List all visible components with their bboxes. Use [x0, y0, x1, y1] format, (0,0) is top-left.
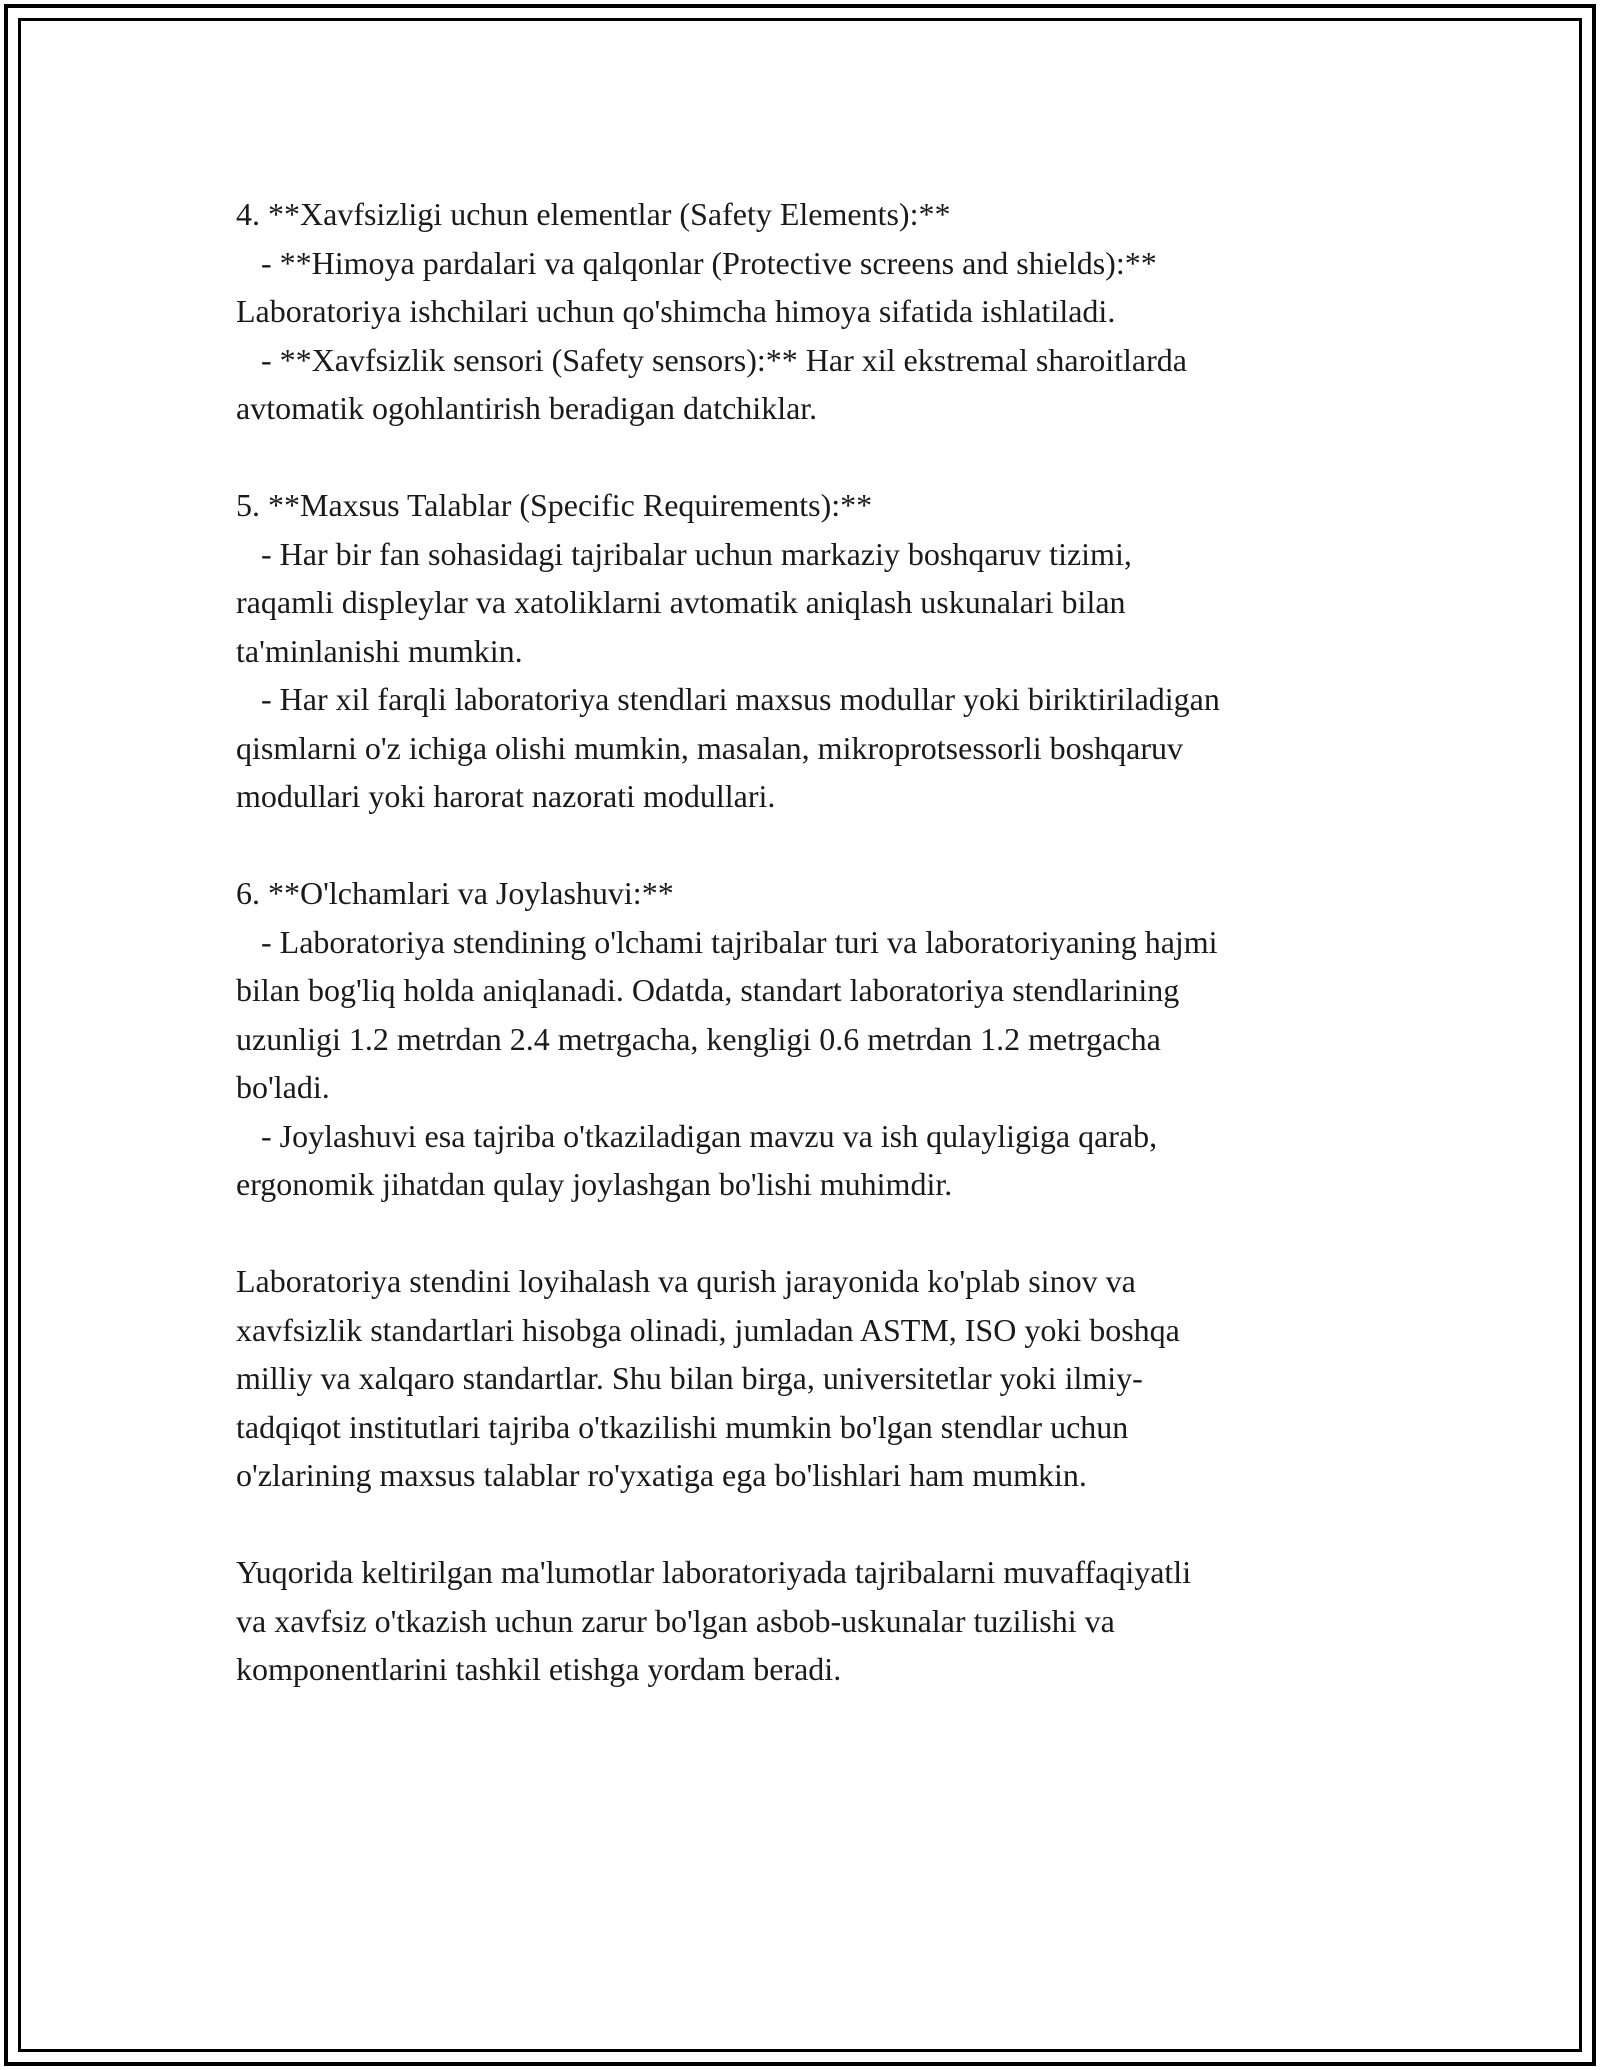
paragraph-1-line-2: xavfsizlik standartlari hisobga olinadi, jumladan ASTM, ISO yoki boshqa [236, 1311, 1180, 1348]
section-6-item-1-line-2: bilan bog'liq holda aniqlanadi. Odatda, standart laboratoriya stendlarining [236, 972, 1180, 1008]
section-6-item-1-line-3: uzunligi 1.2 metrdan 2.4 metrgacha, kengligi 0.6 metrdan 1.2 metrgacha [236, 1020, 1161, 1057]
section-5-item-1-line-3: ta'minlanishi mumkin. [236, 632, 523, 669]
section-5-item-2-line-3: modullari yoki harorat nazorati modullari. [236, 778, 776, 814]
paragraph-2-line-3: komponentlarini tashkil etishga yordam beradi. [236, 1651, 842, 1687]
paragraph-gap [236, 1500, 1396, 1549]
section-5-heading: 5. **Maxsus Talablar (Specific Requirements):** [236, 487, 873, 523]
section-5-item-2-line-1: - Har xil farqli laboratoriya stendlari maxsus modullar yoki biriktiriladigan [261, 681, 1220, 717]
section-4-item-2-line-2: avtomatik ogohlantirish beradigan datchiklar. [236, 390, 818, 426]
section-6-heading: 6. **O'lchamlari va Joylashuvi:** [236, 875, 674, 911]
paragraph-1-line-3: milliy va xalqaro standartlar. Shu bilan birga, universitetlar yoki ilmiy- [236, 1360, 1143, 1396]
section-6-item-1-line-4: bo'ladi. [236, 1069, 330, 1105]
section-5-item-1-line-2: raqamli displeylar va xatoliklarni avtomatik aniqlash uskunalari bilan [236, 584, 1126, 620]
document-body [236, 190, 1396, 1694]
section-5-item-1-line-1: - Har bir fan sohasidagi tajribalar uchun markaziy boshqaruv tizimi, [261, 535, 1132, 572]
section-6-item-2-line-1: - Joylashuvi esa tajriba o'tkaziladigan mavzu va ish qulayligiga qarab, [261, 1117, 1158, 1154]
section-5-item-2-line-2: qismlarni o'z ichiga olishi mumkin, masalan, mikroprotsessorli boshqaruv [236, 729, 1183, 766]
paragraph-2-line-1: Yuqorida keltirilgan ma'lumotlar laboratoriyada tajribalarni muvaffaqiyatli [236, 1554, 1192, 1590]
paragraph-2-line-2: va xavfsiz o'tkazish uchun zarur bo'lgan asbob-uskunalar tuzilishi va [236, 1602, 1115, 1639]
paragraph-gap [236, 1209, 1396, 1258]
section-4-item-1-line-2: Laboratoriya ishchilari uchun qo'shimcha himoya sifatida ishlatiladi. [236, 293, 1116, 329]
paragraph-1-line-1: Laboratoriya stendini loyihalash va qurish jarayonida ko'plab sinov va [236, 1263, 1136, 1299]
paragraph-1-line-5: o'zlarining maxsus talablar ro'yxatiga ega bo'lishlari ham mumkin. [236, 1457, 1087, 1493]
section-6-item-1-line-1: - Laboratoriya stendining o'lchami tajribalar turi va laboratoriyaning hajmi [261, 923, 1218, 960]
section-4-heading: 4. **Xavfsizligi uchun elementlar (Safety Elements):** [236, 196, 951, 232]
paragraph-gap [236, 821, 1396, 870]
paragraph-gap [236, 433, 1396, 482]
section-4-item-2-line-1: - **Xavfsizlik sensori (Safety sensors):** Har xil ekstremal sharoitlarda [261, 341, 1187, 378]
paragraph-1-line-4: tadqiqot institutlari tajriba o'tkazilishi mumkin bo'lgan stendlar uchun [236, 1408, 1129, 1445]
section-6-item-2-line-2: ergonomik jihatdan qulay joylashgan bo'lishi muhimdir. [236, 1166, 953, 1202]
section-4-item-1-line-1: - **Himoya pardalari va qalqonlar (Protective screens and shields):** [261, 244, 1157, 281]
